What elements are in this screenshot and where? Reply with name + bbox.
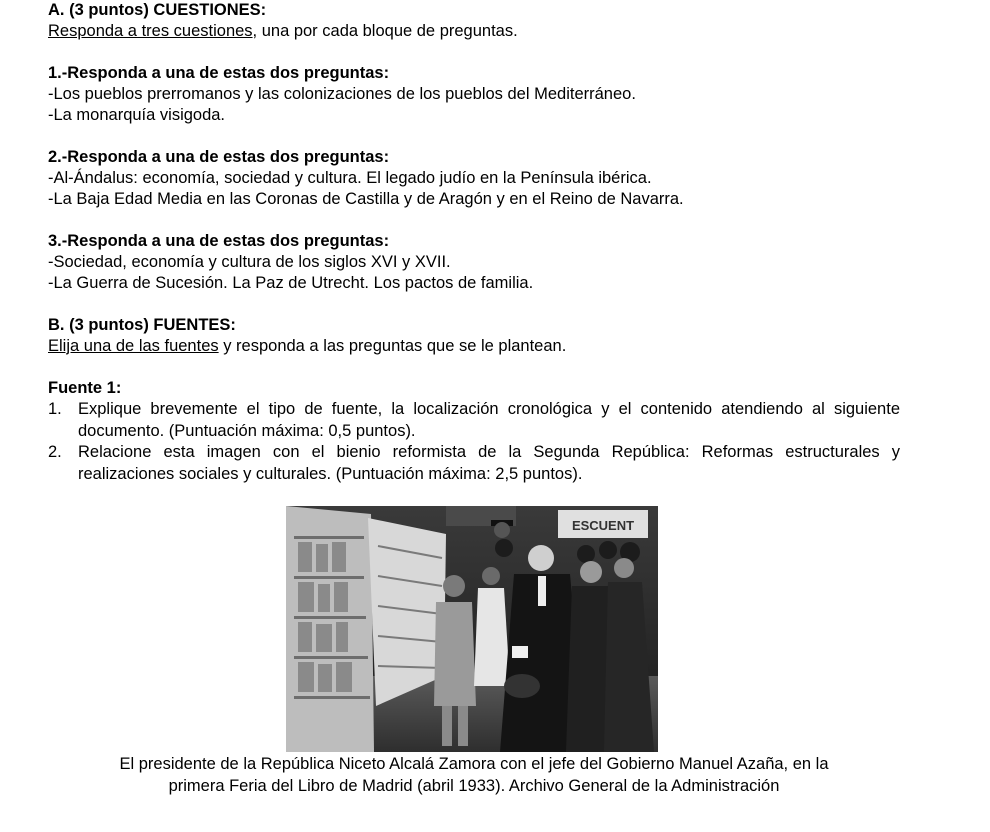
section-b-title: B. (3 puntos) FUENTES: [48,316,236,334]
section-a-instruction [48,21,900,42]
section-a-instruction-rest: , una por cada bloque de preguntas. [252,22,518,40]
section-a-instruction-underlined: Responda a tres cuestiones [48,22,253,40]
source-1-title: Fuente 1: [48,379,122,397]
exam-document [48,0,900,485]
block-3-heading: 3.-Responda a una de estas dos preguntas: [48,232,390,250]
section-b-instruction [48,336,900,357]
block-1-option-1: -Los pueblos prerromanos y las colonizaciones de los pueblos del Mediterráneo. [48,85,636,103]
block-3-option-2: -La Guerra de Sucesión. La Paz de Utrecht. Los pactos de familia. [48,274,534,292]
source-1-question-1 [48,399,900,442]
photo-sign-text: ESCUENT [571,518,635,533]
block-2-option-2: -La Baja Edad Media en las Coronas de Castilla y de Aragón y en el Reino de Navarra. [48,190,684,208]
question-number: 1. [48,400,62,418]
block-2-heading: 2.-Responda a una de estas dos preguntas: [48,148,390,166]
question-text: Explique brevemente el tipo de fuente, la localización cronológica y el contenido atendiendo al siguiente documento. (Puntuación máxima: 0,5 puntos). [78,400,900,440]
section-a-title: A. (3 puntos) CUESTIONES: [48,1,267,19]
caption-line-1: El presidente de la República Niceto Alcalá Zamora con el jefe del Gobierno Manuel Azaña, en la [119,755,829,773]
caption-line-2: primera Feria del Libro de Madrid (abril 1933). Archivo General de la Administración [168,776,780,795]
question-text: Relacione esta imagen con el bienio reformista de la Segunda República: Reformas estructurales y realizaciones sociales y culturales. (Puntuación máxima: 2,5 puntos). [78,443,900,483]
source-1-question-2 [48,442,900,485]
book-fair-photo-illustration [286,506,658,752]
block-2-option-1: -Al-Ándalus: economía, sociedad y cultura. El legado judío en la Península ibérica. [48,169,652,187]
block-3-option-1: -Sociedad, economía y cultura de los siglos XVI y XVII. [48,253,451,271]
block-1-option-2: -La monarquía visigoda. [48,106,226,124]
question-number: 2. [48,443,62,461]
photo-caption [48,754,900,797]
source-1-questions [48,399,900,485]
section-b-instruction-underlined: Elija una de las fuentes [48,337,219,355]
block-1-heading: 1.-Responda a una de estas dos preguntas: [48,64,390,82]
section-b-instruction-rest: y responda a las preguntas que se le plantean. [218,337,567,355]
historical-photo [286,506,658,752]
